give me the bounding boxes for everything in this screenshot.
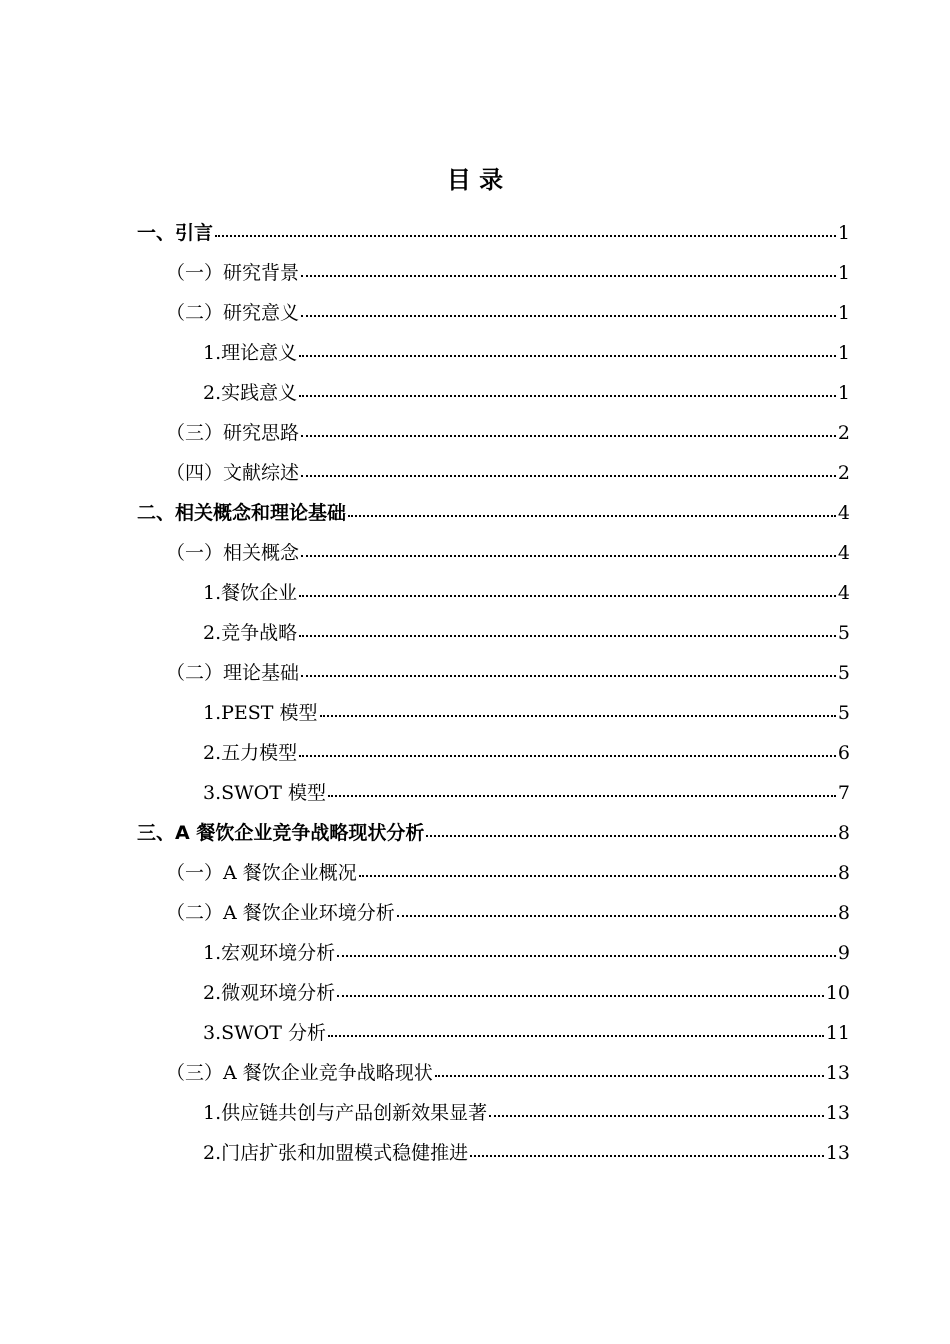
toc-page-number: 4	[837, 542, 850, 564]
toc-label: 2.微观环境分析	[203, 982, 336, 1004]
toc-entry-supply-chain-innovation[interactable]	[0, 1093, 950, 1133]
toc-label: 3.SWOT 模型	[203, 782, 326, 804]
toc-entry-practical-significance[interactable]	[0, 373, 950, 413]
dot-leader	[328, 1035, 824, 1037]
dot-leader	[215, 235, 836, 237]
toc-entry-concepts-theory[interactable]	[0, 493, 950, 533]
dot-leader	[301, 675, 836, 677]
toc-page-number: 13	[825, 1142, 850, 1164]
page-title: 目 录	[446, 166, 504, 195]
toc-entry-catering-enterprise[interactable]	[0, 573, 950, 613]
dot-leader	[299, 595, 836, 597]
toc-page-number: 7	[837, 782, 850, 804]
toc-label: （一）A 餐饮企业概况	[166, 862, 357, 884]
toc-entry-research-background[interactable]	[0, 253, 950, 293]
dot-leader	[301, 315, 836, 317]
toc-label: 1.PEST 模型	[203, 702, 318, 724]
toc-label: 1.理论意义	[203, 342, 298, 364]
toc-label: （一）相关概念	[166, 542, 300, 564]
toc-entry-micro-environment[interactable]	[0, 973, 950, 1013]
toc-label: （三）A 餐饮企业竞争战略现状	[166, 1062, 433, 1084]
toc-label: （二）理论基础	[166, 662, 300, 684]
toc-label: 1.餐饮企业	[203, 582, 298, 604]
dot-leader	[337, 955, 836, 957]
toc-entry-theoretical-significance[interactable]	[0, 333, 950, 373]
toc-page-number: 9	[837, 942, 850, 964]
toc-label: 一、引言	[137, 222, 214, 244]
toc-page-number: 5	[837, 622, 850, 644]
toc-page-number: 10	[825, 982, 850, 1004]
toc-entry-environment-analysis[interactable]	[0, 893, 950, 933]
toc-page-number: 1	[837, 382, 850, 404]
toc-label: 2.五力模型	[203, 742, 298, 764]
toc-label: 2.实践意义	[203, 382, 298, 404]
toc-entry-strategy-status[interactable]	[0, 1053, 950, 1093]
dot-leader	[299, 355, 836, 357]
toc-page-number: 6	[837, 742, 850, 764]
toc-entry-swot-analysis[interactable]	[0, 1013, 950, 1053]
toc-page-number: 2	[837, 422, 850, 444]
toc-page-number: 1	[837, 302, 850, 324]
toc-label: （一）研究背景	[166, 262, 300, 284]
dot-leader	[301, 275, 836, 277]
toc-entry-literature-review[interactable]	[0, 453, 950, 493]
toc-page-number: 5	[837, 702, 850, 724]
toc-entry-five-forces-model[interactable]	[0, 733, 950, 773]
toc-label: 1.供应链共创与产品创新效果显著	[203, 1102, 488, 1124]
dot-leader	[470, 1155, 824, 1157]
toc-entry-enterprise-overview[interactable]	[0, 853, 950, 893]
toc-label: 2.竞争战略	[203, 622, 298, 644]
dot-leader	[348, 515, 836, 517]
dot-leader	[489, 1115, 824, 1117]
toc-entry-swot-model[interactable]	[0, 773, 950, 813]
toc-page-number: 8	[837, 902, 850, 924]
toc-page-number: 5	[837, 662, 850, 684]
toc-page-number: 8	[837, 822, 850, 844]
toc-label: 三、A 餐饮企业竞争战略现状分析	[137, 822, 425, 844]
toc-label: （三）研究思路	[166, 422, 300, 444]
dot-leader	[301, 555, 836, 557]
toc-page-number: 1	[837, 342, 850, 364]
toc-page-number: 2	[837, 462, 850, 484]
dot-leader	[435, 1075, 824, 1077]
dot-leader	[301, 435, 836, 437]
toc-entry-research-significance[interactable]	[0, 293, 950, 333]
dot-leader	[320, 715, 836, 717]
toc-entry-strategy-analysis[interactable]	[0, 813, 950, 853]
toc-page-number: 13	[825, 1102, 850, 1124]
dot-leader	[397, 915, 836, 917]
dot-leader	[301, 475, 836, 477]
toc-page-number: 11	[825, 1022, 850, 1044]
dot-leader	[426, 835, 836, 837]
toc-label: 2.门店扩张和加盟模式稳健推进	[203, 1142, 469, 1164]
toc-label: （四）文献综述	[166, 462, 300, 484]
table-of-contents	[0, 213, 950, 1173]
toc-label: （二）研究意义	[166, 302, 300, 324]
toc-page-number: 13	[825, 1062, 850, 1084]
toc-entry-macro-environment[interactable]	[0, 933, 950, 973]
toc-page-number: 8	[837, 862, 850, 884]
toc-entry-competitive-strategy[interactable]	[0, 613, 950, 653]
toc-page-number: 4	[837, 502, 850, 524]
toc-label: 3.SWOT 分析	[203, 1022, 326, 1044]
toc-page-number: 1	[837, 222, 850, 244]
dot-leader	[299, 635, 836, 637]
dot-leader	[328, 795, 836, 797]
toc-page-number: 1	[837, 262, 850, 284]
toc-label: 1.宏观环境分析	[203, 942, 336, 964]
toc-entry-related-concepts[interactable]	[0, 533, 950, 573]
toc-entry-research-approach[interactable]	[0, 413, 950, 453]
toc-entry-pest-model[interactable]	[0, 693, 950, 733]
dot-leader	[299, 395, 836, 397]
toc-entry-intro[interactable]	[0, 213, 950, 253]
toc-page-number: 4	[837, 582, 850, 604]
toc-label: （二）A 餐饮企业环境分析	[166, 902, 395, 924]
toc-entry-theoretical-basis[interactable]	[0, 653, 950, 693]
dot-leader	[359, 875, 836, 877]
toc-label: 二、相关概念和理论基础	[137, 502, 347, 524]
toc-entry-store-expansion[interactable]	[0, 1133, 950, 1173]
dot-leader	[299, 755, 836, 757]
dot-leader	[337, 995, 824, 997]
